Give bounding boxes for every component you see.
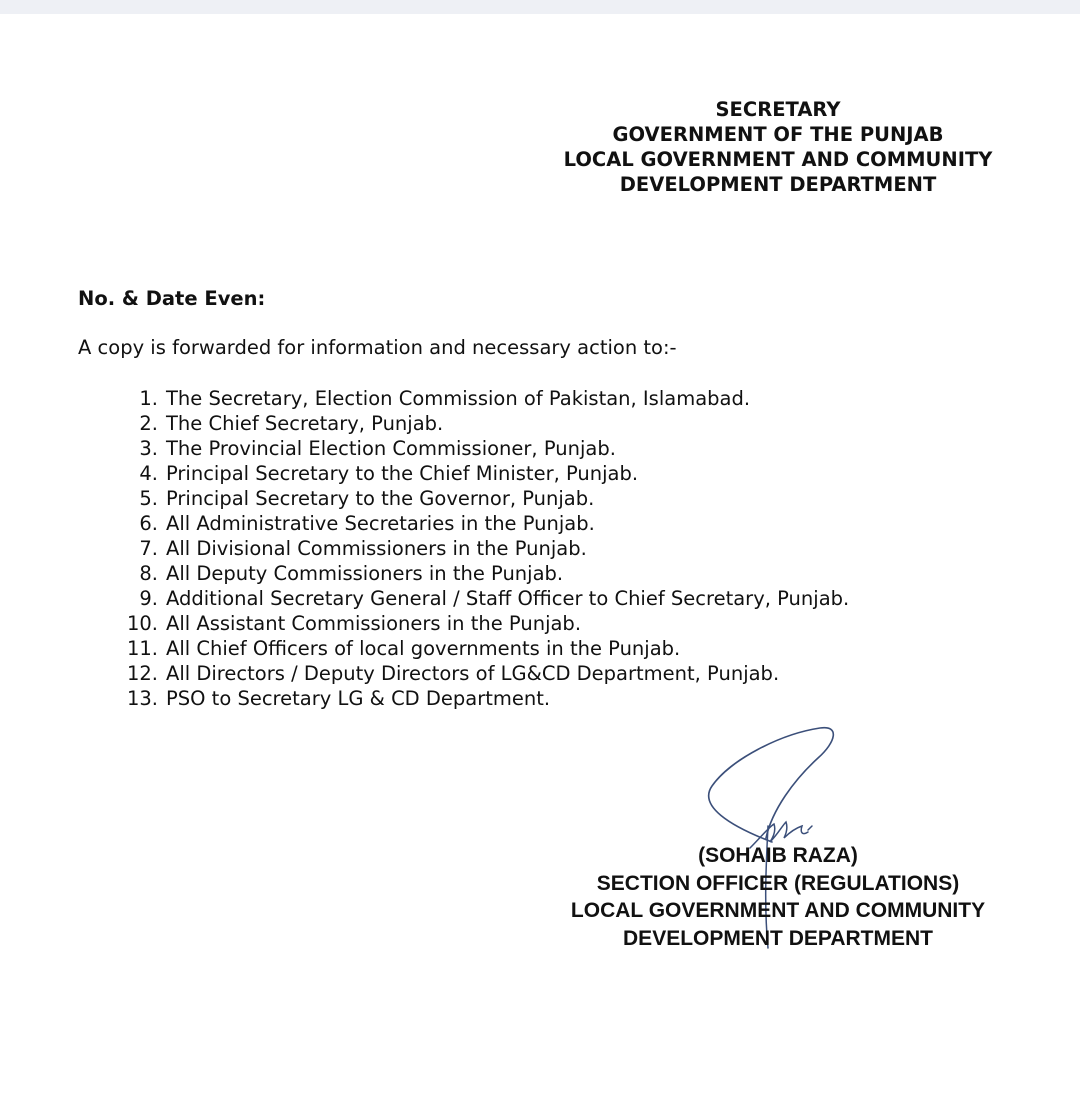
signatory-department-line1: LOCAL GOVERNMENT AND COMMUNITY xyxy=(570,899,986,922)
signatory-block xyxy=(540,842,1016,952)
reference-number: No. & Date Even: xyxy=(78,287,266,310)
list-text: All Chief Officers of local governments in the Punjab. xyxy=(166,637,681,660)
list-item xyxy=(100,511,1000,536)
signatory-department-line2: DEVELOPMENT DEPARTMENT xyxy=(623,926,933,950)
list-text: All Directors / Deputy Directors of LG&CD Department, Punjab. xyxy=(166,662,780,685)
list-number: 13. xyxy=(126,687,158,710)
list-item xyxy=(100,536,1000,561)
list-text: Additional Secretary General / Staff Officer to Chief Secretary, Punjab. xyxy=(166,587,850,610)
viewer-top-bar xyxy=(0,0,1080,14)
list-number: 4. xyxy=(139,462,158,485)
forwarding-text: A copy is forwarded for information and necessary action to:- xyxy=(78,336,677,359)
list-number: 11. xyxy=(126,637,158,660)
list-number: 2. xyxy=(139,412,158,435)
list-number: 1. xyxy=(139,387,158,410)
list-item xyxy=(100,586,1000,611)
signatory-designation: SECTION OFFICER (REGULATIONS) xyxy=(596,871,960,895)
header-department-line1: LOCAL GOVERNMENT AND COMMUNITY xyxy=(563,148,993,171)
list-text: The Provincial Election Commissioner, Punjab. xyxy=(166,437,616,460)
distribution-list xyxy=(100,386,1000,711)
list-item xyxy=(100,386,1000,411)
letter-header xyxy=(540,97,1016,197)
list-item xyxy=(100,636,1000,661)
list-number: 7. xyxy=(139,537,158,560)
document-page xyxy=(0,14,1080,1119)
list-item xyxy=(100,661,1000,686)
list-text: All Administrative Secretaries in the Punjab. xyxy=(166,512,595,535)
header-title: SECRETARY xyxy=(715,98,841,121)
list-number: 8. xyxy=(139,562,158,585)
list-item xyxy=(100,561,1000,586)
list-text: All Assistant Commissioners in the Punjab. xyxy=(166,612,582,635)
list-item xyxy=(100,461,1000,486)
list-text: PSO to Secretary LG & CD Department. xyxy=(166,687,551,710)
list-text: The Chief Secretary, Punjab. xyxy=(166,412,444,435)
list-number: 9. xyxy=(139,587,158,610)
list-text: All Deputy Commissioners in the Punjab. xyxy=(166,562,564,585)
header-department-line2: DEVELOPMENT DEPARTMENT xyxy=(619,173,937,196)
list-number: 10. xyxy=(126,612,158,635)
list-item xyxy=(100,436,1000,461)
list-text: All Divisional Commissioners in the Punjab. xyxy=(166,537,587,560)
header-government: GOVERNMENT OF THE PUNJAB xyxy=(612,123,944,146)
list-item xyxy=(100,486,1000,511)
list-text: Principal Secretary to the Governor, Punjab. xyxy=(166,487,595,510)
list-item xyxy=(100,686,1000,711)
list-item xyxy=(100,411,1000,436)
list-text: The Secretary, Election Commission of Pakistan, Islamabad. xyxy=(166,387,751,410)
list-number: 6. xyxy=(139,512,158,535)
list-number: 5. xyxy=(139,487,158,510)
list-text: Principal Secretary to the Chief Minister, Punjab. xyxy=(166,462,639,485)
list-item xyxy=(100,611,1000,636)
list-number: 12. xyxy=(126,662,158,685)
signatory-name: (SOHAIB RAZA) xyxy=(698,844,858,867)
list-number: 3. xyxy=(139,437,158,460)
